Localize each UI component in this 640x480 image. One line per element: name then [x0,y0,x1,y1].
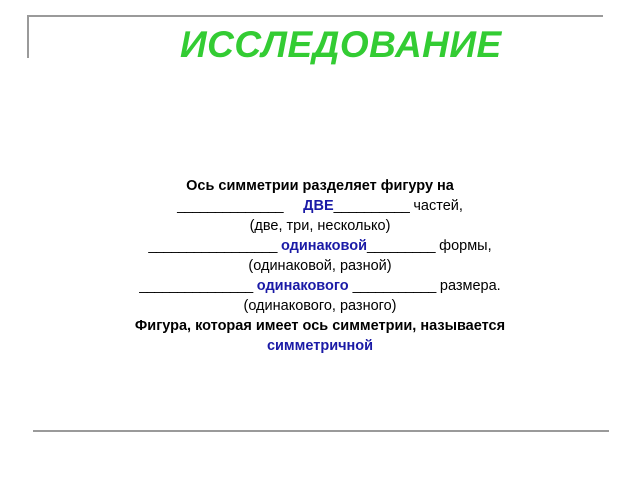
blank-after-1: __________ [333,198,410,214]
answer-symmetric: симметричной [266,338,374,354]
answer-parts: ДВЕ [303,198,334,214]
blank-after-3: ___________ [352,278,436,294]
parts-text: частей, [409,198,463,214]
blank-before-3: _______________ [139,278,253,294]
options-line-2: (одинаковой, разной) [248,258,392,274]
size-text: размера. [435,278,501,294]
frame-left-line [27,15,29,58]
options-line-1: (две, три, несколько) [249,218,391,234]
exercise-text [0,176,640,356]
blank-after-2: _________ [367,238,436,254]
shape-text: формы, [435,238,492,254]
answer-shape: одинаковой [281,238,368,254]
answer-size: одинакового [256,278,349,294]
definition-line: Фигура, которая имеет ось симметрии, называется [134,318,506,334]
frame-top-line [27,15,603,17]
statement-line-3 [0,236,640,256]
statement-line-2 [0,196,640,216]
definition-answer-line [0,336,640,356]
statement-line-1: Ось симметрии разделяет фигуру на [186,178,454,194]
blank-before-2: _________________ [148,238,277,254]
frame-right-line [601,15,603,17]
statement-line-4 [0,276,640,296]
blank-before-1: ______________ [177,198,284,214]
frame-bottom-line [33,430,609,432]
slide-title: ИССЛЕДОВАНИЕ [180,24,502,65]
options-line-3: (одинакового, разного) [243,298,397,314]
